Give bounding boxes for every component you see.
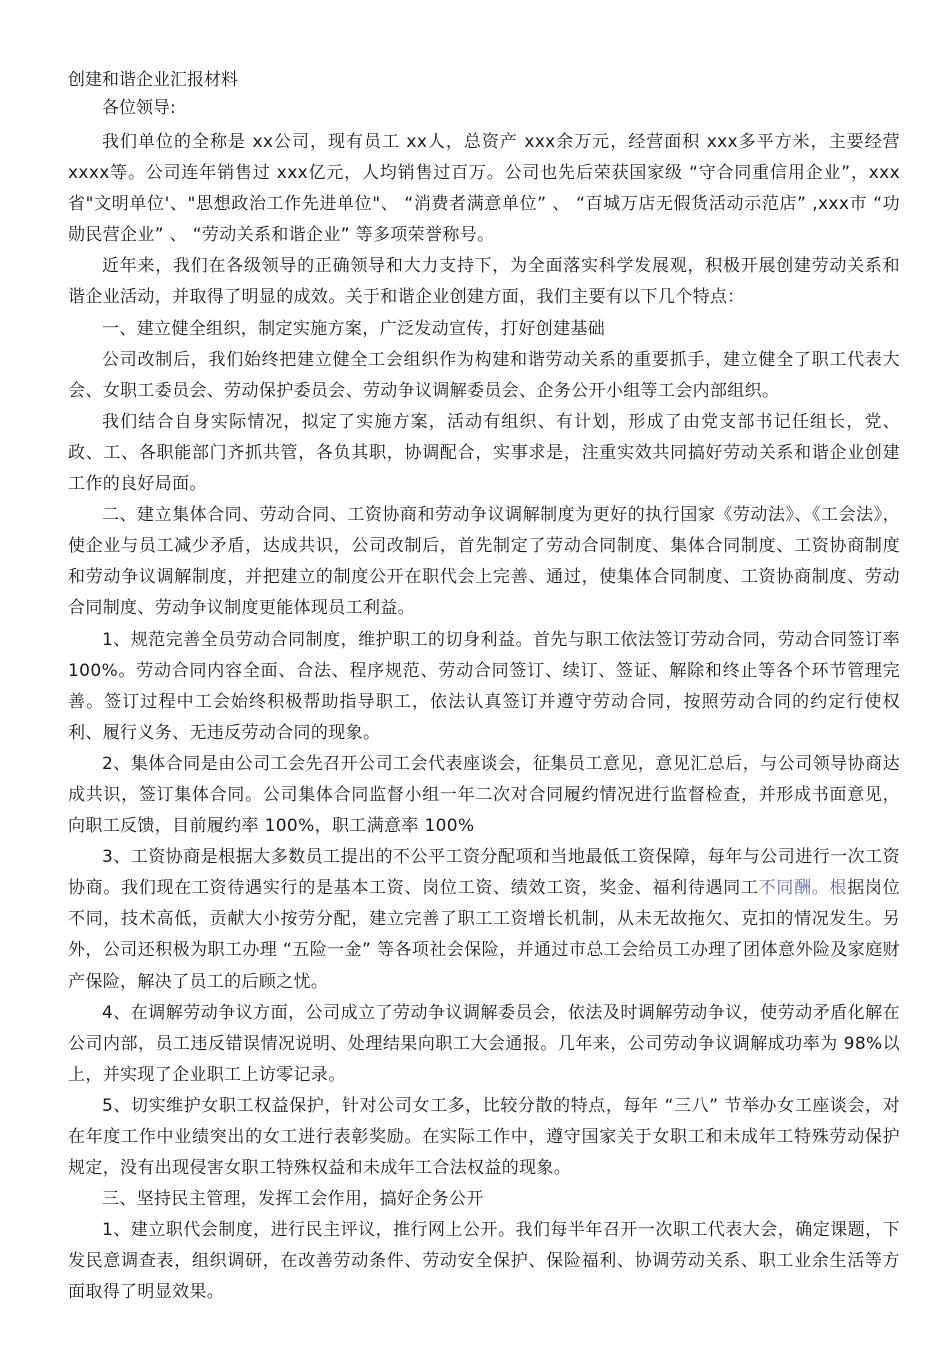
- section-heading-1: 一、建立健全组织，制定实施方案，广泛发动宣传，打好创建基础: [102, 318, 606, 339]
- paragraph-company-intro: 我们单位的全称是 xx公司，现有员工 xx人，总资产 xxx余万元，经营面积 xxx多平方米，主要经营 xxxx等。公司连年销售过 xxx亿元，人均销售过百万。公司也先后荣获国家级 “守合同重信用企业”，xxx省"文明单位'、"思想政治工作先进单位"、 “消费者满意单位” 、 “百城万店无假货活动示范店” ,xxx市 “功勋民营企业” 、 “劳动关系和谐企业” 等多项荣誉称号。: [68, 132, 900, 246]
- paragraph-workers-congress: 1、建立职代会制度，进行民主评议，推行网上公开。我们每半年召开一次职工代表大会，确定课题，下发民意调查表，组织调研，在改善劳动条件、劳动安全保护、保险福利、协调劳动关系、职工业余生活等方面取得了明显效果。: [68, 1220, 900, 1303]
- paragraph-implementation-plan: 我们结合自身实际情况，拟定了实施方案，活动有组织、有计划，形成了由党支部书记任组长，党、政、工、各职能部门齐抓共管，各负其职，协调配合，实事求是，注重实效共同搞好劳动关系和谐企业创建工作的良好局面。: [68, 411, 900, 495]
- wage-text-highlight: 不同酬。根: [758, 878, 848, 899]
- wage-text-before: 3、工资协商是根据大多数员工提出的不公平工资分配项和当地最低工资保障，每年与公司进行一次工资协商。我们现在工资待遇实行的是基本工资、岗位工资、绩效工资，奖金、福利待遇同工: [68, 847, 900, 899]
- paragraph-collective-contract: 2、集体合同是由公司工会先召开公司工会代表座谈会，征集员工意见，意见汇总后，与公司领导协商达成共识，签订集体合同。公司集体合同监督小组一年二次对合同履约情况进行监督检查，并形成书面意见，向职工反馈，目前履约率 100%，职工满意率 100%: [68, 753, 900, 837]
- paragraph-labor-dispute: 4、在调解劳动争议方面，公司成立了劳动争议调解委员会，依法及时调解劳动争议，使劳动矛盾化解在公司内部，员工违反错误情况说明、处理结果向职工大会通报。几年来，公司劳动争议调解成功率为 98%以上，并实现了企业职工上访零记录。: [68, 1002, 900, 1085]
- paragraph-union-organization: 公司改制后，我们始终把建立健全工会组织作为构建和谐劳动关系的重要抓手，建立健全了职工代表大会、女职工委员会、劳动保护委员会、劳动争议调解委员会、企务公开小组等工会内部组织。: [68, 349, 900, 401]
- paragraph-labor-contract: 1、规范完善全员劳动合同制度，维护职工的切身利益。首先与职工依法签订劳动合同，劳动合同签订率 100%。劳动合同内容全面、合法、程序规范、劳动合同签订、续订、签证、解除和终止等各个环节管理完善。签订过程中工会始终积极帮助指导职工，依法认真签订并遵守劳动合同，按照劳动合同的约定行使权利、履行义务、无违反劳动合同的现象。: [68, 629, 900, 743]
- document-title: 创建和谐企业汇报材料: [68, 70, 238, 90]
- paragraph-female-workers: 5、切实维护女职工权益保护，针对公司女工多，比较分散的特点，每年 “三八” 节举办女工座谈会，对在年度工作中业绩突出的女工进行表彰奖励。在实际工作中，遵守国家关于女职工和未成年工特殊劳动保护规定，没有出现侵害女职工特殊权益和未成年工合法权益的现象。: [68, 1095, 900, 1179]
- paragraph-overview: 近年来，我们在各级领导的正确领导和大力支持下，为全面落实科学发展观，积极开展创建劳动关系和谐企业活动，并取得了明显的成效。关于和谐企业创建方面，我们主要有以下几个特点：: [68, 256, 900, 308]
- section-heading-3: 三、坚持民主管理，发挥工会作用，搞好企务公开: [102, 1189, 484, 1210]
- document-body: [68, 127, 900, 1309]
- salutation: 各位领导:: [102, 98, 176, 118]
- paragraph-wage-negotiation: [68, 842, 900, 997]
- wage-text-after: 据岗位不同，技术高低，贡献大小按劳分配，建立完善了职工工资增长机制，从未无故拖欠、克扣的情况发生。另外，公司还积极为职工办理 “五险一金” 等各项社会保险，并通过市总工会给员工办理了团体意外险及家庭财产保险，解决了员工的后顾之忧。: [68, 878, 900, 992]
- section-heading-2: 二、建立集体合同、劳动合同、工资协商和劳动争议调解制度为更好的执行国家《劳动法》、《工会法》，使企业与员工减少矛盾，达成共识，公司改制后，首先制定了劳动合同制度、集体合同制度、工资协商制度和劳动争议调解制度，并把建立的制度公开在职代会上完善、通过，使集体合同制度、工资协商制度、劳动合同制度、劳动争议制度更能体现员工利益。: [68, 505, 900, 619]
